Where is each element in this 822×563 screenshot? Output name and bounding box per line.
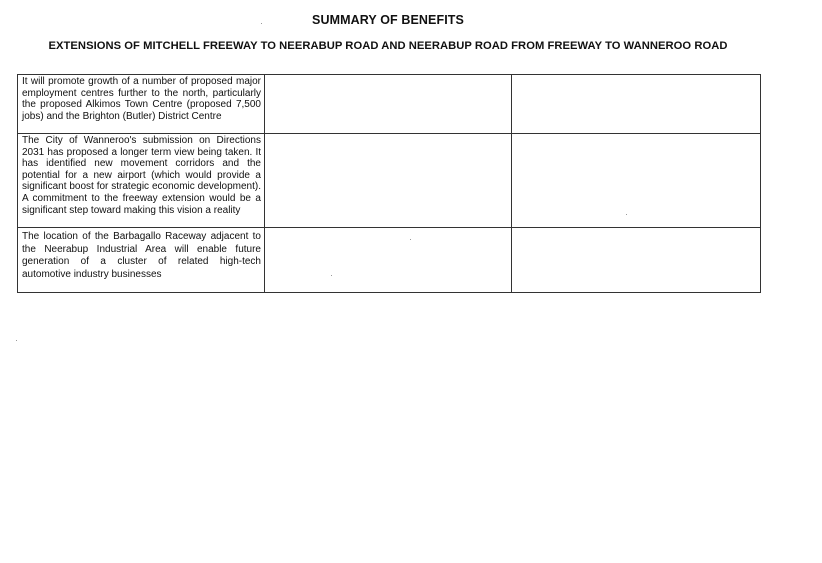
scan-speck [331, 275, 332, 276]
empty-cell [265, 228, 512, 293]
scan-speck [410, 239, 411, 240]
benefit-cell: It will promote growth of a number of proposed major employment centres further to the north, particularly the proposed Alkimos Town Centre (proposed 7,500 jobs) and the Brighton (Butler) District Centre [18, 75, 265, 134]
page-subtitle: EXTENSIONS OF MITCHELL FREEWAY TO NEERABUP ROAD AND NEERABUP ROAD FROM FREEWAY TO WANNEROO ROAD [48, 40, 728, 52]
empty-cell [265, 134, 512, 228]
benefits-table [17, 74, 761, 293]
table-row [18, 228, 761, 293]
page-title: SUMMARY OF BENEFITS [312, 13, 464, 27]
empty-cell [512, 75, 761, 134]
empty-cell [512, 228, 761, 293]
table-row [18, 75, 761, 134]
empty-cell [512, 134, 761, 228]
scan-speck [626, 214, 627, 215]
benefit-cell: The location of the Barbagallo Raceway adjacent to the Neerabup Industrial Area will enable future generation of a cluster of related high-tech automotive industry businesses [18, 228, 265, 293]
benefit-cell: The City of Wanneroo's submission on Directions 2031 has proposed a longer term view being taken. It has identified new movement corridors and the potential for a new airport (which would provide a significant boost for strategic economic development). A commitment to the freeway extension would be a significant step toward making this vision a reality [18, 134, 265, 228]
scan-speck [16, 340, 17, 341]
empty-cell [265, 75, 512, 134]
scan-speck [261, 23, 262, 24]
table-row [18, 134, 761, 228]
